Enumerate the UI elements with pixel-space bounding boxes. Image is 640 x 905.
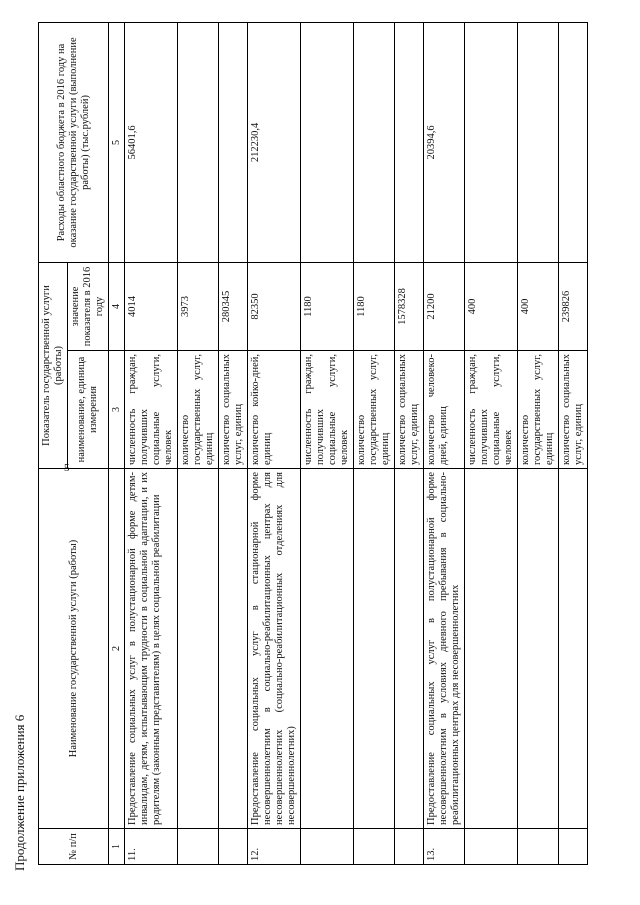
expense-value: 56401,6 bbox=[125, 22, 178, 262]
indicator-value: 400 bbox=[518, 262, 559, 350]
indicator-value: 4014 bbox=[125, 262, 178, 350]
indicator-name: количество государственных услуг, единиц bbox=[354, 351, 395, 469]
header-expense: Расходы областного бюджета в 2016 году на оказание государственной услуги (выполнение работы) (тыс.рублей) bbox=[39, 22, 109, 262]
page-number: 5 bbox=[64, 462, 70, 474]
table-row bbox=[518, 22, 559, 864]
expense-value: 20394,6 bbox=[424, 22, 465, 262]
service-name: Предоставление социальных услуг в полустационарной форме несовершеннолетним в условиях дневного пребывания в социально-реабилитационных центрах для несовершеннолетних bbox=[424, 469, 465, 829]
column-number: 3 bbox=[109, 351, 125, 469]
table-row bbox=[559, 22, 588, 864]
services-table bbox=[38, 22, 588, 865]
table-row bbox=[465, 22, 518, 864]
header-service-name: Наименование государственной услуги (работы) bbox=[39, 469, 109, 829]
row-number: 11. bbox=[125, 829, 178, 865]
indicator-value: 1180 bbox=[301, 262, 354, 350]
expense-value: 212230,4 bbox=[248, 22, 301, 262]
table-row bbox=[354, 22, 395, 864]
indicator-value: 3973 bbox=[178, 262, 219, 350]
indicator-name: количество социальных услуг, единиц bbox=[219, 351, 248, 469]
row-number: 13. bbox=[424, 829, 465, 865]
indicator-value: 400 bbox=[465, 262, 518, 350]
indicator-value: 1578328 bbox=[395, 262, 424, 350]
indicator-value: 239826 bbox=[559, 262, 588, 350]
indicator-name: количество человеко-дней, единиц bbox=[424, 351, 465, 469]
header-indicator-group: Показатель государственной услуги (работы) bbox=[39, 262, 68, 468]
column-number: 1 bbox=[109, 829, 125, 865]
indicator-name: количество государственных услуг, единиц bbox=[518, 351, 559, 469]
indicator-name: численность граждан, получивших социальные услуги, человек bbox=[125, 351, 178, 469]
header-indicator-name: наименование, единица измерения bbox=[68, 351, 109, 469]
table-row bbox=[395, 22, 424, 864]
indicator-name: количество социальных услуг, единиц bbox=[395, 351, 424, 469]
header-num: № п/п bbox=[39, 829, 109, 865]
row-number: 12. bbox=[248, 829, 301, 865]
indicator-name: количество койко-дней, единиц bbox=[248, 351, 301, 469]
column-number: 4 bbox=[109, 262, 125, 350]
indicator-value: 280345 bbox=[219, 262, 248, 350]
header-indicator-value: значение показателя в 2016 году bbox=[68, 262, 109, 350]
indicator-name: количество государственных услуг, единиц bbox=[178, 351, 219, 469]
table-row bbox=[219, 22, 248, 864]
column-number: 2 bbox=[109, 469, 125, 829]
table-row bbox=[125, 22, 178, 864]
column-number-row bbox=[109, 22, 125, 864]
indicator-name: количество социальных услуг, единиц bbox=[559, 351, 588, 469]
service-name: Предоставление социальных услуг в полустационарной форме детям-инвалидам, детям, испытывающим трудности в социальной адаптации, и их родителям (законным представителям) в целях социальной реабилитации bbox=[125, 469, 178, 829]
service-name: Предоставление социальных услуг в стационарной форме несовершеннолетним в социально-реабилитационных центрах для несовершеннолетних (социально-реабилитационных отделениях для несовершеннолетних) bbox=[248, 469, 301, 829]
indicator-name: численность граждан, получивших социальные услуги, человек bbox=[301, 351, 354, 469]
indicator-value: 1180 bbox=[354, 262, 395, 350]
header-row-1 bbox=[39, 22, 68, 864]
table-row bbox=[248, 22, 301, 864]
table-row bbox=[178, 22, 219, 864]
column-number: 5 bbox=[109, 22, 125, 262]
indicator-value: 82350 bbox=[248, 262, 301, 350]
indicator-value: 21200 bbox=[424, 262, 465, 350]
table-row bbox=[424, 22, 465, 864]
continuation-label: Продолжение приложения 6 bbox=[12, 714, 27, 871]
indicator-name: численность граждан, получивших социальные услуги, человек bbox=[465, 351, 518, 469]
table-row bbox=[301, 22, 354, 864]
